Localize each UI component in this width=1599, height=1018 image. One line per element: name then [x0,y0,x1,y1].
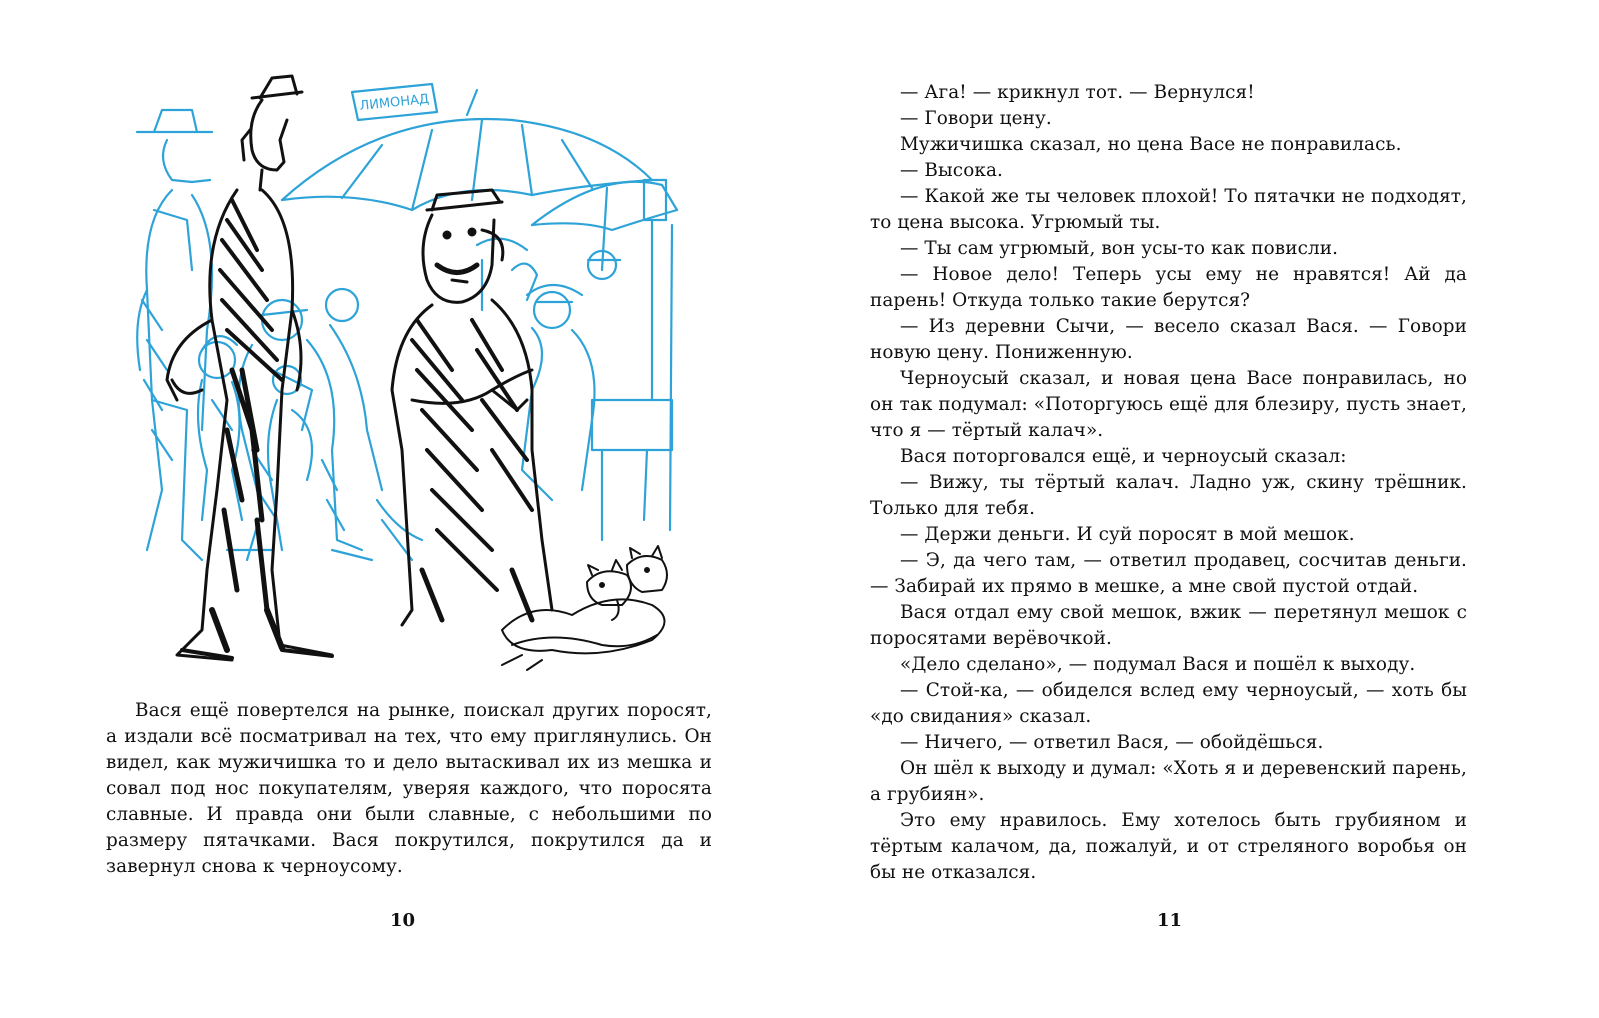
paragraph: — Держи деньги. И суй поросят в мой мешок. [900,524,1355,545]
paragraph: — Э, да чего там, — ответил продавец, сосчитав деньги. — Забирай их прямо в мешке, а мне свой пустой отдай. [870,550,1467,597]
left-page-text [106,698,712,880]
paragraph: — Стой-ка, — обиделся вслед ему черноусый, — хоть бы «до свидания» сказал. [870,680,1467,727]
paragraph: Черноусый сказал, и новая цена Васе понравилась, но он так подумал: «Поторгуюсь ещё для блезиру, пусть знает, что я — тёртый калач». [870,368,1467,441]
paragraph: — Ага! — крикнул тот. — Вернулся! [900,82,1255,103]
paragraph: Это ему нравилось. Ему хотелось быть грубияном и тёртым калачом, да, пожалуй, и от стреляного воробья он бы не отказался. [870,810,1467,883]
right-page [800,0,1599,1018]
seller-figure [392,190,665,670]
lemonade-sign-text: ЛИМОНАД [358,91,430,114]
paragraph: — Высока. [900,160,1003,181]
paragraph: — Вижу, ты тёртый калач. Ладно уж, скину трёшник. Только для тебя. [870,472,1467,519]
paragraph: Вася ещё повертелся на рынке, поискал других поросят, а издали всё посматривал на тех, что ему приглянулись. Он видел, как мужичишка то и дело вытаскивал их из мешка и совал под нос покупателям, уверяя каждого, что поросята славные. И правда они были славные, с небольшими по размеру пятачками. Вася покрутился, покрутился да и завернул снова к черноусому. [106,700,712,877]
paragraph: — Из деревни Сычи, — весело сказал Вася. — Говори новую цену. Пониженную. [870,316,1467,363]
paragraph: Мужичишка сказал, но цена Васе не понравилась. [900,134,1402,155]
page-number-left: 10 [390,910,416,931]
piglets [587,546,667,620]
vasya-figure [167,76,332,660]
paragraph: — Ты сам угрюмый, вон усы-то как повисли. [900,238,1339,259]
right-page-text [870,80,1467,886]
paragraph: — Ничего, — ответил Вася, — обойдёшься. [900,732,1324,753]
paragraph: «Дело сделано», — подумал Вася и пошёл к выходу. [900,654,1416,675]
paragraph: — Говори цену. [900,108,1052,129]
paragraph: Он шёл к выходу и думал: «Хоть я и деревенский парень, а грубиян». [870,758,1467,805]
paragraph: Вася поторговался ещё, и черноусый сказал: [900,446,1347,467]
paragraph: — Какой же ты человек плохой! То пятачки не подходят, то цена высока. Угрюмый ты. [870,186,1467,233]
paragraph: Вася отдал ему свой мешок, вжик — перетянул мешок с поросятами верёвочкой. [870,602,1467,649]
page-number-right: 11 [1157,910,1183,931]
paragraph: — Новое дело! Теперь усы ему не нравятся! Ай да парень! Откуда только такие берутся? [870,264,1467,311]
market-illustration [132,70,682,680]
